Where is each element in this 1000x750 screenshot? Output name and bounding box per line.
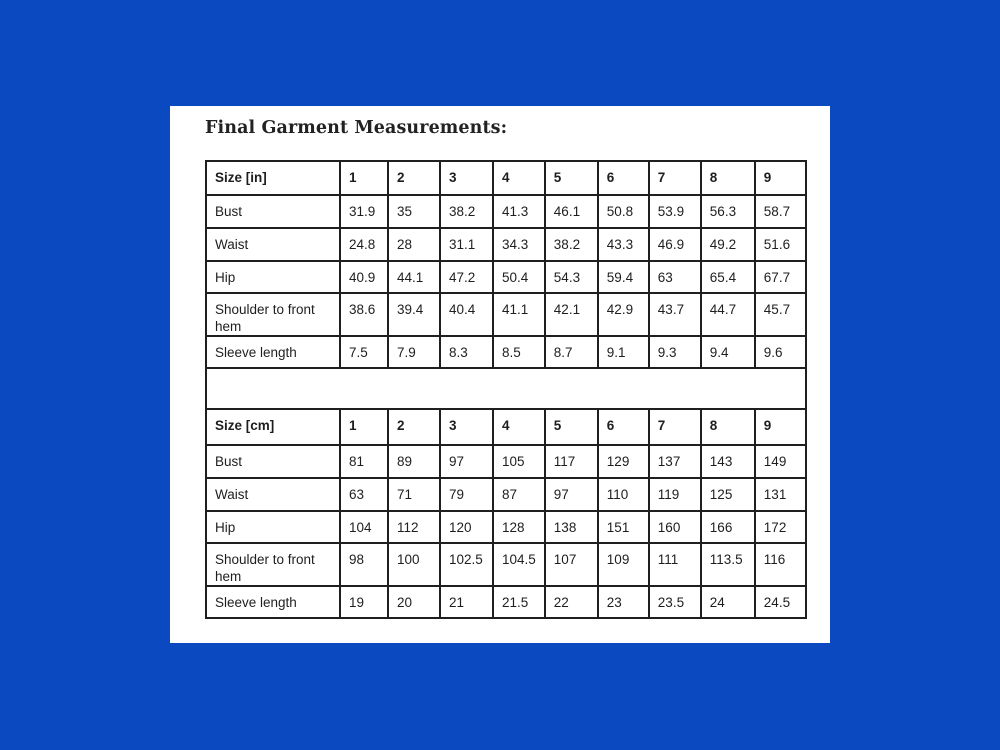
value-cell: 138 [545,511,598,543]
table-row [206,228,806,261]
value-cell: 24.5 [755,586,806,618]
value-cell: 23 [598,586,649,618]
value-cell: 23.5 [649,586,701,618]
spacer-cell [206,368,806,409]
value-cell: 71 [388,478,440,511]
value-cell: 38.6 [340,293,388,336]
size-number-cell: 9 [755,409,806,445]
value-cell: 149 [755,445,806,478]
size-number-cell: 2 [388,409,440,445]
value-cell: 40.9 [340,261,388,293]
value-cell: 31.1 [440,228,493,261]
value-cell: 38.2 [440,195,493,228]
size-number-cell: 1 [340,409,388,445]
value-cell: 49.2 [701,228,755,261]
size-number-cell: 5 [545,161,598,195]
size-number-cell: 3 [440,409,493,445]
size-number-cell: 7 [649,409,701,445]
value-cell: 9.3 [649,336,701,368]
size-number-cell: 6 [598,161,649,195]
value-cell: 56.3 [701,195,755,228]
size-number-cell: 4 [493,409,545,445]
value-cell: 112 [388,511,440,543]
value-cell: 51.6 [755,228,806,261]
row-label-cell: Shoulder to front hem [206,543,340,586]
table-row [206,195,806,228]
value-cell: 46.1 [545,195,598,228]
value-cell: 65.4 [701,261,755,293]
value-cell: 19 [340,586,388,618]
value-cell: 34.3 [493,228,545,261]
value-cell: 63 [649,261,701,293]
value-cell: 151 [598,511,649,543]
value-cell: 24.8 [340,228,388,261]
size-header-cell: Size [in] [206,161,340,195]
size-number-cell: 8 [701,409,755,445]
value-cell: 110 [598,478,649,511]
size-number-cell: 5 [545,409,598,445]
value-cell: 42.1 [545,293,598,336]
value-cell: 35 [388,195,440,228]
value-cell: 45.7 [755,293,806,336]
row-label-cell: Hip [206,261,340,293]
size-number-cell: 2 [388,161,440,195]
size-header-cell: Size [cm] [206,409,340,445]
row-label-cell: Bust [206,195,340,228]
value-cell: 40.4 [440,293,493,336]
table-row [206,543,806,586]
value-cell: 97 [545,478,598,511]
value-cell: 143 [701,445,755,478]
value-cell: 119 [649,478,701,511]
measurement-table-body [206,161,806,618]
value-cell: 172 [755,511,806,543]
value-cell: 8.5 [493,336,545,368]
value-cell: 89 [388,445,440,478]
table-row [206,261,806,293]
value-cell: 43.3 [598,228,649,261]
value-cell: 20 [388,586,440,618]
size-number-cell: 3 [440,161,493,195]
value-cell: 81 [340,445,388,478]
value-cell: 21 [440,586,493,618]
value-cell: 50.8 [598,195,649,228]
value-cell: 47.2 [440,261,493,293]
value-cell: 128 [493,511,545,543]
measurement-card [170,106,830,643]
value-cell: 24 [701,586,755,618]
value-cell: 22 [545,586,598,618]
size-number-cell: 4 [493,161,545,195]
value-cell: 7.9 [388,336,440,368]
value-cell: 58.7 [755,195,806,228]
value-cell: 38.2 [545,228,598,261]
value-cell: 120 [440,511,493,543]
value-cell: 105 [493,445,545,478]
table-header-row [206,161,806,195]
value-cell: 9.6 [755,336,806,368]
value-cell: 79 [440,478,493,511]
value-cell: 8.3 [440,336,493,368]
value-cell: 125 [701,478,755,511]
table-header-row [206,409,806,445]
table-row [206,586,806,618]
value-cell: 160 [649,511,701,543]
value-cell: 21.5 [493,586,545,618]
size-number-cell: 6 [598,409,649,445]
value-cell: 7.5 [340,336,388,368]
value-cell: 100 [388,543,440,586]
value-cell: 104.5 [493,543,545,586]
row-label-cell: Sleeve length [206,586,340,618]
value-cell: 50.4 [493,261,545,293]
page-title: Final Garment Measurements: [205,118,508,138]
value-cell: 53.9 [649,195,701,228]
row-label-cell: Bust [206,445,340,478]
value-cell: 113.5 [701,543,755,586]
measurement-table [205,160,807,619]
value-cell: 28 [388,228,440,261]
table-spacer-row [206,368,806,409]
value-cell: 31.9 [340,195,388,228]
value-cell: 41.1 [493,293,545,336]
value-cell: 41.3 [493,195,545,228]
value-cell: 137 [649,445,701,478]
row-label-cell: Hip [206,511,340,543]
table-row [206,478,806,511]
table-row [206,445,806,478]
row-label-cell: Shoulder to front hem [206,293,340,336]
value-cell: 107 [545,543,598,586]
value-cell: 59.4 [598,261,649,293]
table-row [206,293,806,336]
row-label-cell: Waist [206,228,340,261]
value-cell: 43.7 [649,293,701,336]
size-number-cell: 1 [340,161,388,195]
value-cell: 131 [755,478,806,511]
value-cell: 109 [598,543,649,586]
value-cell: 44.7 [701,293,755,336]
value-cell: 98 [340,543,388,586]
table-row [206,336,806,368]
value-cell: 9.4 [701,336,755,368]
value-cell: 97 [440,445,493,478]
value-cell: 129 [598,445,649,478]
value-cell: 63 [340,478,388,511]
size-number-cell: 7 [649,161,701,195]
value-cell: 116 [755,543,806,586]
value-cell: 67.7 [755,261,806,293]
value-cell: 102.5 [440,543,493,586]
value-cell: 46.9 [649,228,701,261]
value-cell: 39.4 [388,293,440,336]
size-number-cell: 9 [755,161,806,195]
value-cell: 44.1 [388,261,440,293]
size-number-cell: 8 [701,161,755,195]
value-cell: 8.7 [545,336,598,368]
value-cell: 42.9 [598,293,649,336]
row-label-cell: Waist [206,478,340,511]
value-cell: 104 [340,511,388,543]
table-row [206,511,806,543]
value-cell: 111 [649,543,701,586]
value-cell: 87 [493,478,545,511]
value-cell: 117 [545,445,598,478]
value-cell: 9.1 [598,336,649,368]
value-cell: 54.3 [545,261,598,293]
row-label-cell: Sleeve length [206,336,340,368]
value-cell: 166 [701,511,755,543]
